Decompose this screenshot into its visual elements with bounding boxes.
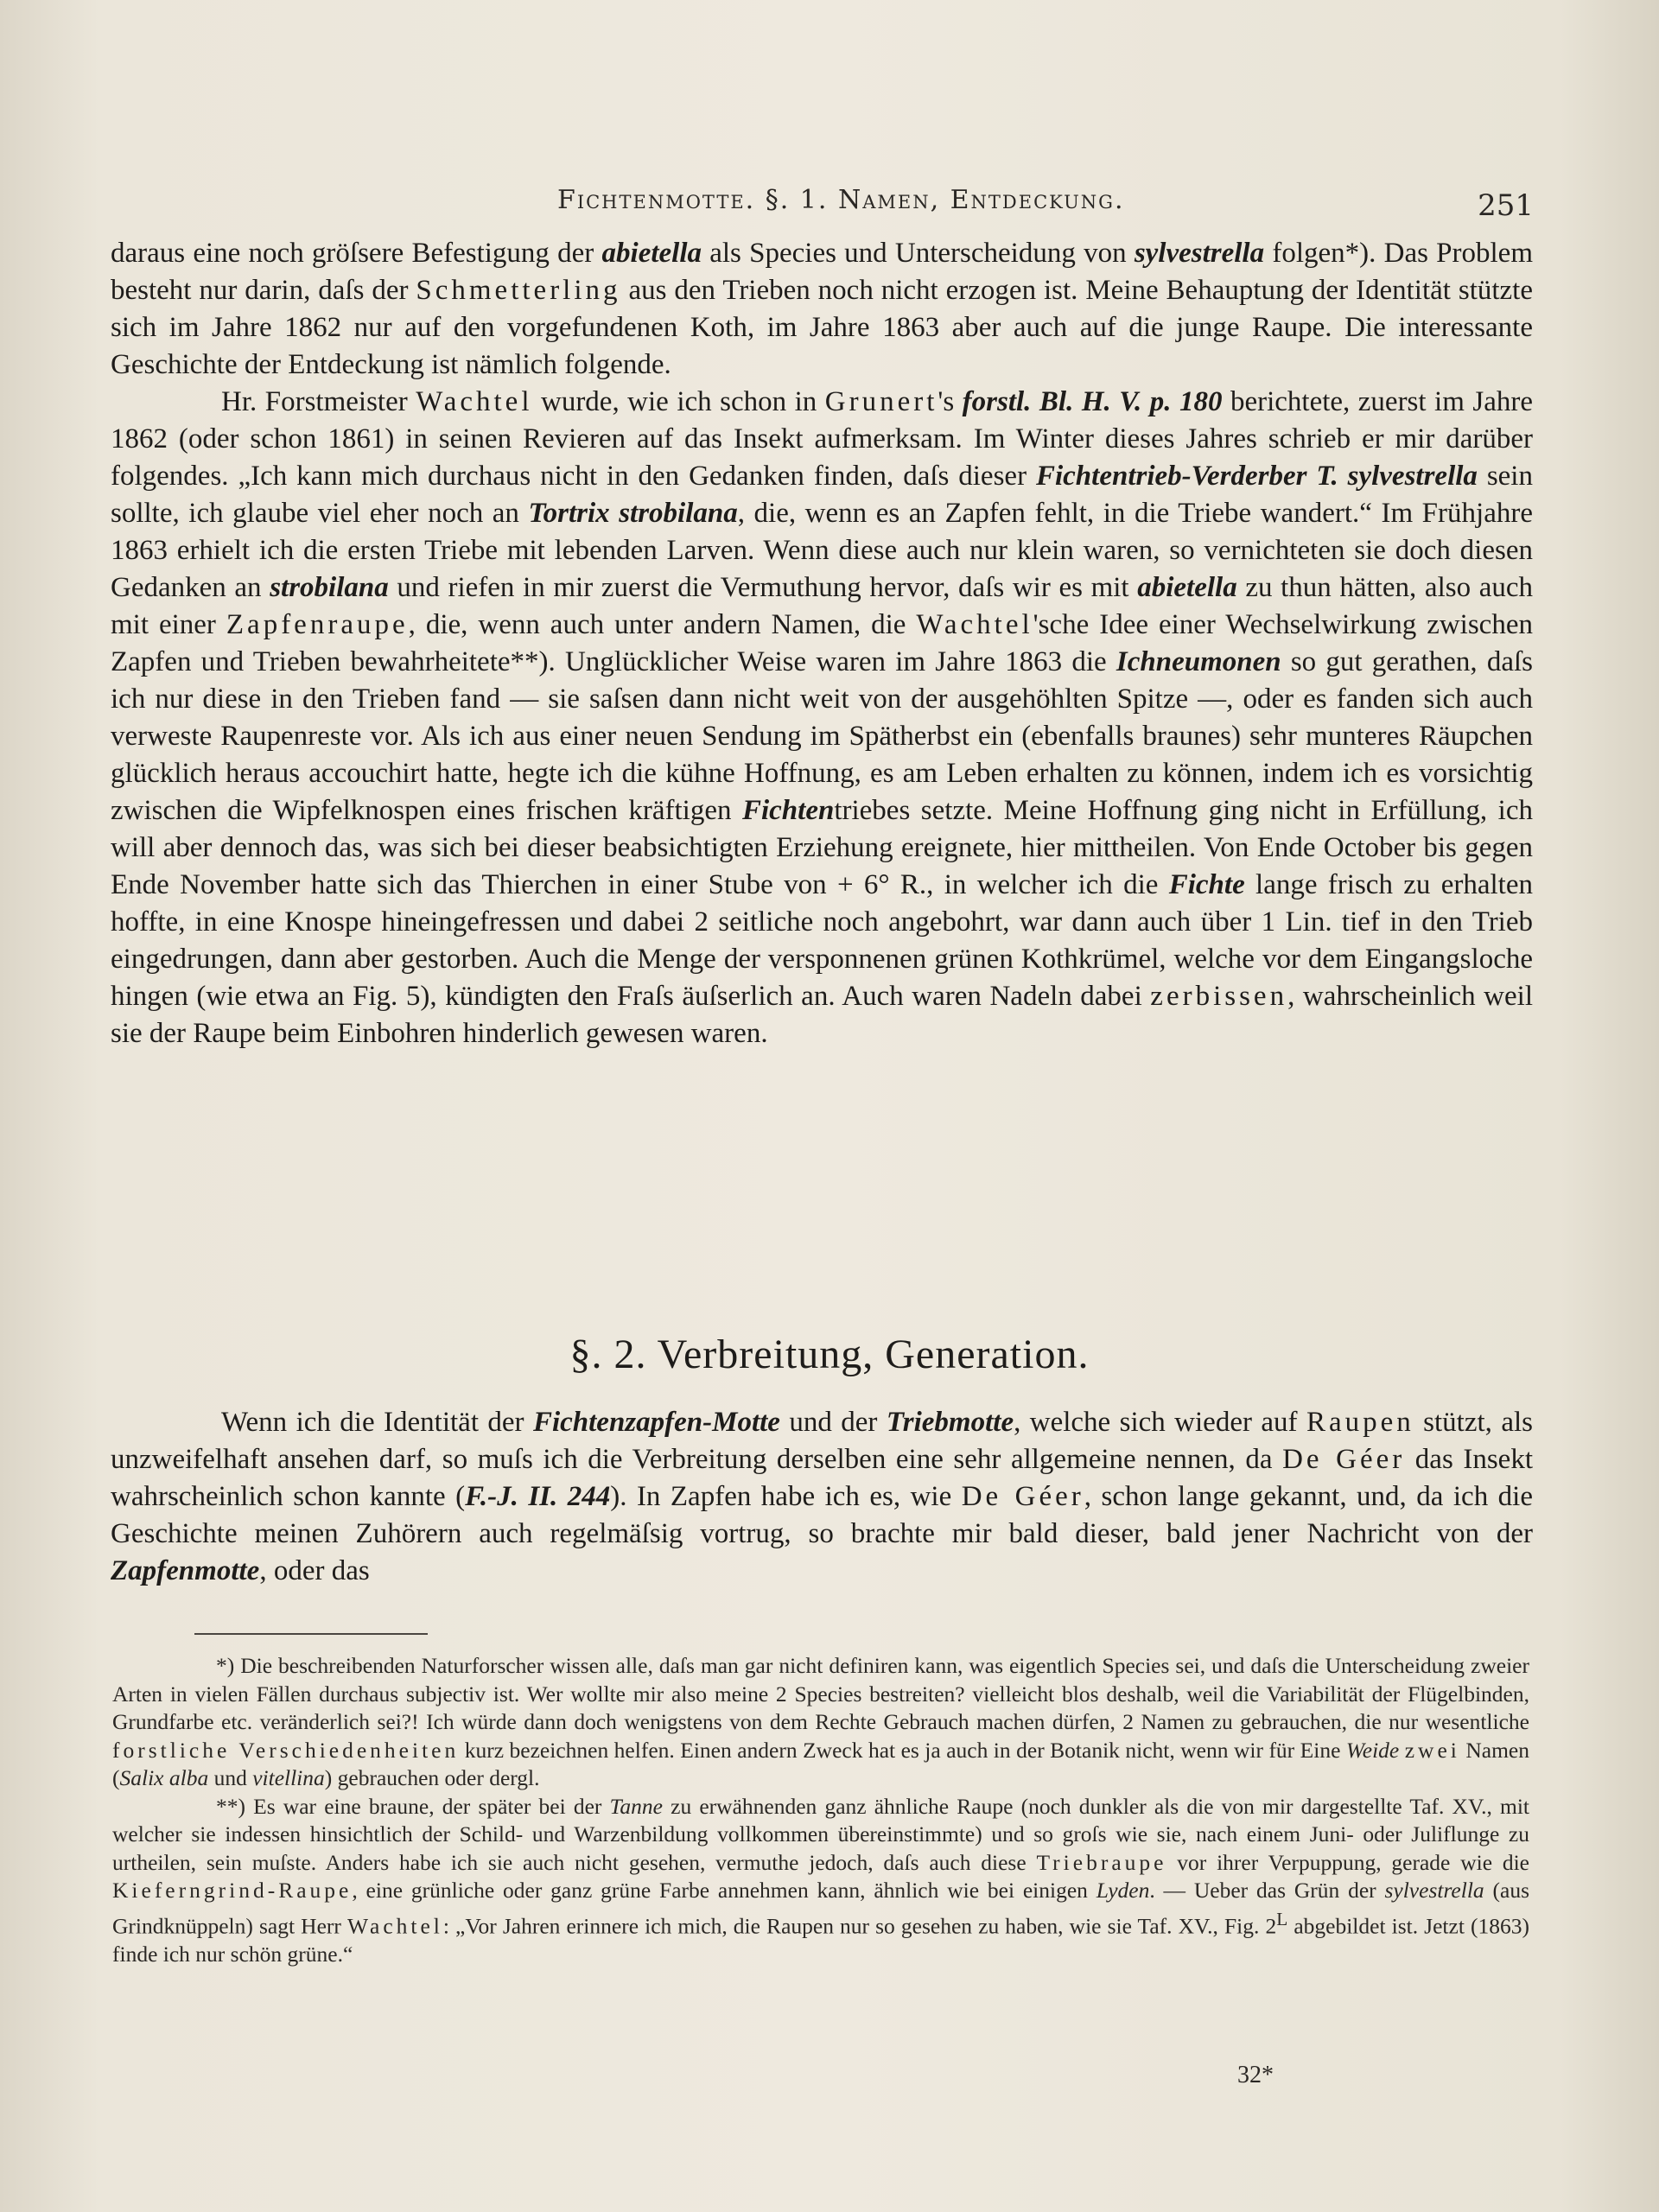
footnotes [112,1652,1529,1968]
section-2-heading: §. 2. Verbreitung, Generation. [569,1332,1090,1377]
page-number: 251 [1478,188,1534,223]
paragraph-2: Hr. Forstmeister Wachtel wurde, wie ich schon in Grunert's forstl. Bl. H. V. p. 180 berichtete, zuerst im Jahre 1862 (oder schon 1861) in seinen Revieren auf das Insekt aufmerksam. Im Winter dieses Jahres schrieb er mir darüber folgendes. „Ich kann mich durchaus nicht in den Gedanken finden, daſs dieser Fichtentrieb-Verderber T. sylvestrella sein sollte, ich glaube viel eher noch an Tortrix strobilana, die, wenn es an Zapfen fehlt, in die Triebe wandert.“ Im Frühjahre 1863 erhielt ich die ersten Triebe mit lebenden Larven. Wenn diese auch nur klein waren, so vernichteten sie doch diesen Gedanken an strobilana und riefen in mir zuerst die Vermuthung hervor, daſs wir es mit abietella zu thun hätten, also auch mit einer Zapfenraupe, die, wenn auch unter andern Namen, die Wachtel'sche Idee einer Wechselwirkung zwischen Zapfen und Trieben bewahrheitete**). Unglücklicher Weise waren im Jahre 1863 die Ichneumonen so gut gerathen, daſs ich nur diese in den Trieben fand — sie saſsen dann nicht weit von der ausgehöhlten Spitze —, oder es fanden sich auch verweste Raupenreste vor. Als ich aus einer neuen Sendung im Spätherbst ein (ebenfalls braunes) sehr munteres Räupchen glücklich heraus accouchirt hatte, hegte ich die kühne Hoffnung, es am Leben erhalten zu können, indem ich es vorsichtig zwischen die Wipfelknospen eines frischen kräftigen Fichtentriebes setzte. Meine Hoffnung ging nicht in Erfüllung, ich will aber dennoch das, was sich bei dieser beabsichtigten Erziehung ereignete, hier mittheilen. Von Ende October bis gegen Ende November hatte sich das Thierchen in einer Stube von + 6° R., in welcher ich die Fichte lange frisch zu erhalten hoffte, in eine Knospe hineingefressen und dabei 2 seitliche noch angebohrt, war dann auch über 1 Lin. tief in den Trieb eingedrungen, dann aber gestorben. Auch die Menge der versponnenen grünen Kothkrümel, welche vor dem Eingangsloche hingen (wie etwa an Fig. 5), kündigten den Fraſs äuſserlich an. Auch waren Nadeln dabei zerbissen, wahrscheinlich weil sie der Raupe beim Einbohren hinderlich gewesen waren. [111,386,1534,1049]
section-1-body [111,235,1533,1052]
footnote-2: **) Es war eine braune, der später bei der Tanne zu erwähnenden ganz ähnliche Raupe (noch dunkler als die von mir dargestellte Taf. XV., mit welcher sie indessen hinsichtlich der Schild- und Warzenbildung vollkommen übereinstimmte) und so groſs wie sie, nach einem Juni- oder Juliflunge zu urtheilen, sein muſste. Anders habe ich sie auch nicht gesehen, vermuthe jedoch, daſs auch diese Triebraupe vor ihrer Verpuppung, gerade wie die Kieferngrind-Raupe, eine grünliche oder ganz grüne Farbe annehmen kann, ähnlich wie bei einigen Lyden. — Ueber das Grün der sylvestrella (aus Grindknüppeln) sagt Herr Wachtel: „Vor Jahren erinnere ich mich, die Raupen nur so gesehen zu haben, wie sie Taf. XV., Fig. $2^L$ abgebildet ist. Jetzt (1863) finde ich nur schön grüne.“ [112,1793,1529,1967]
printer-signature: 32* [1237,2062,1274,2088]
footnote-separator [194,1633,428,1635]
section-2-body [111,1404,1533,1590]
paragraph-3: Wenn ich die Identität der Fichtenzapfen-Motte und der Triebmotte, welche sich wieder auf Raupen stützt, als unzweifelhaft ansehen darf, so muſs ich die Verbreitung derselben eine sehr allgemeine nennen, da De Géer das Insekt wahrscheinlich schon kannte (F.-J. II. 244). In Zapfen habe ich es, wie De Géer, schon lange gekannt, und, da ich die Geschichte meinen Zuhörern auch regelmäſsig vortrug, so brachte mir bald dieser, bald jener Nachricht von der Zapfenmotte, oder das [111,1407,1533,1586]
running-head: Fichtenmotte. §. 1. Namen, Entdeckung. [557,185,1125,215]
page-header [112,181,1534,230]
footnote-1: *) Die beschreibenden Naturforscher wissen alle, daſs man gar nicht definiren kann, was eigentlich Species sei, und daſs die Unterscheidung zweier Arten in vielen Fällen durchaus subjectiv ist. Wer wollte mir also meine 2 Species bestreiten? vielleicht blos deshalb, weil die Variabilität der Flügelbinden, Grundfarbe etc. veränderlich sei?! Ich würde dann doch wenigstens von dem Rechte Gebrauch machen dürfen, 2 Namen zu gebrauchen, die nur wesentliche forstliche Verschiedenheiten kurz bezeichnen helfen. Einen andern Zweck hat es ja auch in der Botanik nicht, wenn wir für Eine Weide zwei Namen (Salix alba und vitellina) gebrauchen oder dergl. [112,1653,1529,1790]
paragraph-1: daraus eine noch gröſsere Befestigung der abietella als Species und Unterscheidung von sylvestrella folgen*). Das Problem besteht nur darin, daſs der Schmetterling aus den Trieben noch nicht erzogen ist. Meine Behauptung der Identität stützte sich im Jahre 1862 nur auf den vorgefundenen Koth, im Jahre 1863 aber auch auf die junge Raupe. Die interessante Geschichte der Entdeckung ist nämlich folgende. [111,238,1533,380]
